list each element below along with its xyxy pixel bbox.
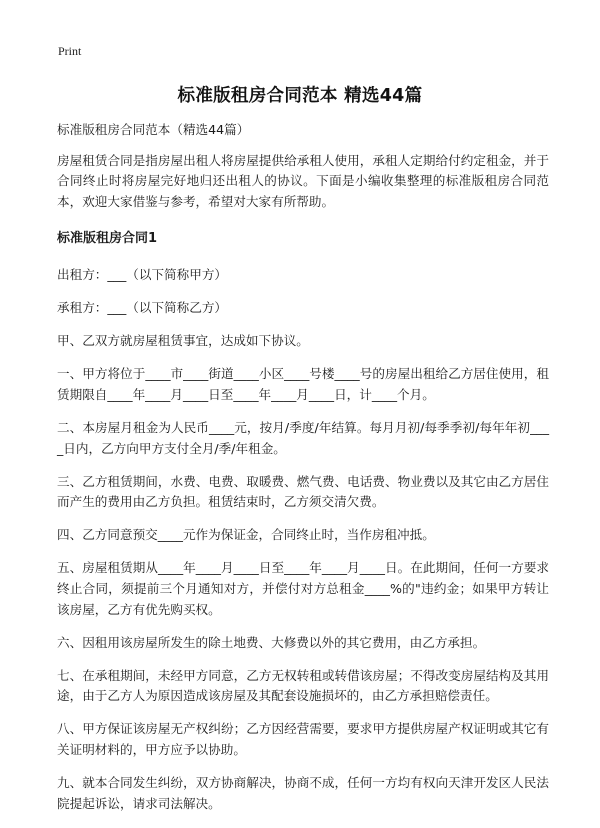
clause-1-property-location: 一、甲方将位于____市____街道____小区____号楼____号的房屋出租给乙方居住使用，租赁期限自____年____月____日至____年____月____日，计____个月。 xyxy=(57,366,549,402)
clause-5-termination: 五、房屋租赁期从____年____月____日至____年____月____日。在此期间，任何一方要求终止合同，须提前三个月通知对方，并偿付对方总租金____%的"违约金；如果甲方转让该房屋，乙方有优先购买权。 xyxy=(57,560,549,617)
clause-6-other-fees: 六、因租用该房屋所发生的除土地费、大修费以外的其它费用，由乙方承担。 xyxy=(57,634,486,650)
clause-2-rent: 二、本房屋月租金为人民币____元，按月/季度/年结算。每月月初/每季季初/每年年初____日内，乙方向甲方支付全月/季/年租金。 xyxy=(57,419,549,456)
clause-7-sublease: 七、在承租期间，未经甲方同意，乙方无权转租或转借该房屋；不得改变房屋结构及其用途，由于乙方人为原因造成该房屋及其配套设施损坏的，由乙方承担赔偿责任。 xyxy=(57,667,549,704)
clause-lessee: 承租方：___（以下简称乙方） xyxy=(57,300,228,316)
intro-paragraph: 房屋租赁合同是指房屋出租人将房屋提供给承租人使用，承租人定期给付约定租金，并于合同终止时将房屋完好地归还出租人的协议。下面是小编收集整理的标准版租房合同范本，欢迎大家借鉴与参考，希望对大家有所帮助。 xyxy=(57,152,549,209)
document-title: 标准版租房合同范本 精选44篇 xyxy=(177,86,423,106)
clause-8-title-guarantee: 八、甲方保证该房屋无产权纠纷；乙方因经营需要，要求甲方提供房屋产权证明或其它有关证明材料的，甲方应予以协助。 xyxy=(57,721,549,758)
clause-3-utilities: 三、乙方租赁期间，水费、电费、取暖费、燃气费、电话费、物业费以及其它由乙方居住而产生的费用由乙方负担。租赁结束时，乙方须交清欠费。 xyxy=(57,473,549,510)
clause-4-deposit: 四、乙方同意预交____元作为保证金，合同终止时，当作房租冲抵。 xyxy=(57,527,435,543)
print-link[interactable]: Print xyxy=(58,44,82,58)
section-heading: 标准版租房合同1 xyxy=(57,231,158,247)
clause-agreement-intro: 甲、乙双方就房屋租赁事宜，达成如下协议。 xyxy=(57,333,309,349)
clause-9-disputes: 九、就本合同发生纠纷，双方协商解决，协商不成，任何一方均有权向天津开发区人民法院提起诉讼，请求司法解决。 xyxy=(57,775,549,811)
clause-lessor: 出租方：___（以下简称甲方） xyxy=(57,266,228,282)
document-body xyxy=(57,120,549,827)
document-subtitle: 标准版租房合同范本（精选44篇） xyxy=(57,122,250,137)
